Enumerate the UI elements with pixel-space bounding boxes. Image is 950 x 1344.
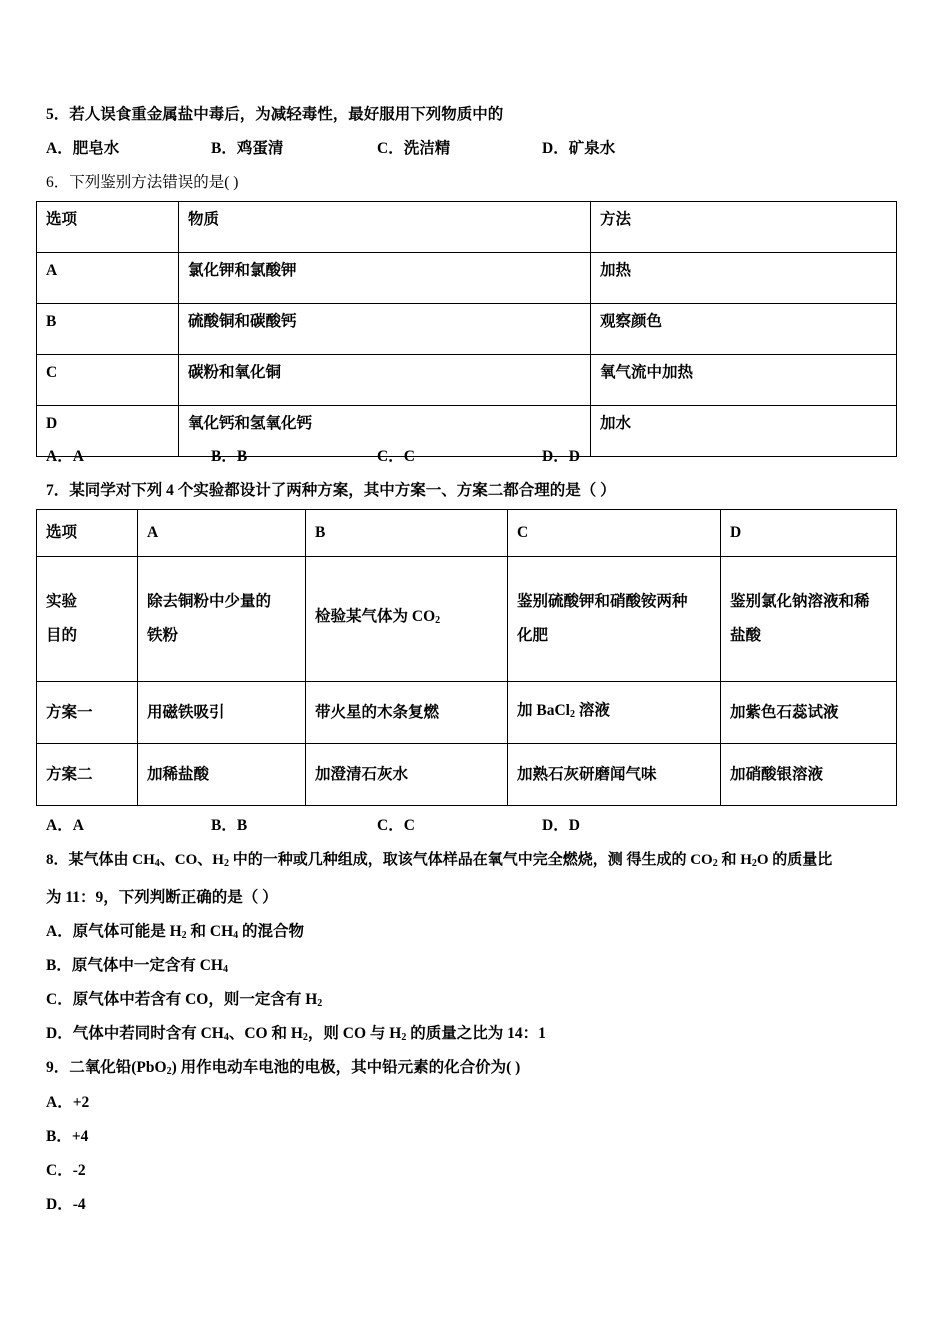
q8-sub: 4 bbox=[233, 930, 239, 941]
q8-sub: 2 bbox=[751, 858, 757, 869]
purpose-label-cell bbox=[37, 557, 138, 682]
q8-stem-line2: 为 11：9，下列判断正确的是（ ） bbox=[46, 889, 278, 906]
q7-option-b: B．B bbox=[211, 817, 248, 834]
q8-text: 和 H bbox=[717, 852, 752, 868]
q8-text: 的混合物 bbox=[238, 923, 305, 940]
q9-option-c: C．-2 bbox=[46, 1162, 86, 1179]
table-cell bbox=[721, 557, 897, 682]
table-cell: 带火星的木条复燃 bbox=[306, 682, 508, 744]
table-cell: 氧化钙和氢氧化钙 bbox=[179, 406, 591, 457]
q6-option-d: D．D bbox=[542, 448, 580, 465]
table-header-row bbox=[37, 510, 897, 557]
q7-option-d: D．D bbox=[542, 817, 580, 834]
table-cell: 加水 bbox=[591, 406, 897, 457]
q7-option-c: C．C bbox=[377, 817, 415, 834]
header-cell: A bbox=[138, 510, 306, 557]
table-cell: 硫酸铜和碳酸钙 bbox=[179, 304, 591, 355]
table-header-row bbox=[37, 202, 897, 253]
purpose-b-subscript: 2 bbox=[435, 615, 441, 626]
q5-option-a: A．肥皂水 bbox=[46, 140, 120, 157]
table-row bbox=[37, 253, 897, 304]
purpose-c-line2: 化肥 bbox=[517, 627, 549, 644]
q8-sub: 2 bbox=[181, 930, 187, 941]
header-cell: 选项 bbox=[37, 510, 138, 557]
purpose-a-line1: 除去铜粉中少量的 bbox=[147, 593, 272, 610]
table-cell: 氯化钾和氯酸钾 bbox=[179, 253, 591, 304]
table-cell: 方案二 bbox=[37, 744, 138, 806]
q7-option-a: A．A bbox=[46, 817, 84, 834]
q8-text: C．原气体中若含有 CO，则一定含有 H bbox=[46, 991, 318, 1008]
q9-stem bbox=[46, 1055, 520, 1077]
q5-option-b: B．鸡蛋清 bbox=[211, 140, 284, 157]
q8-sub: 2 bbox=[223, 858, 229, 869]
q8-sub: 2 bbox=[302, 1032, 308, 1043]
q8-sub: 4 bbox=[223, 1032, 229, 1043]
table-cell bbox=[508, 682, 721, 744]
purpose-d-line1: 鉴别氯化钠溶液和稀 bbox=[730, 593, 870, 610]
q8-text: 的质量之比为 14：1 bbox=[406, 1025, 546, 1042]
q6-table bbox=[36, 201, 897, 457]
q8-sub: 2 bbox=[712, 858, 718, 869]
purpose-b-text: 检验某气体为 CO bbox=[315, 608, 436, 625]
q8-text: 、CO 和 H bbox=[228, 1025, 303, 1042]
table-cell: 加硝酸银溶液 bbox=[721, 744, 897, 806]
table-cell: 加热 bbox=[591, 253, 897, 304]
table-cell bbox=[508, 557, 721, 682]
table-cell: 氧气流中加热 bbox=[591, 355, 897, 406]
q8-text: ，则 CO 与 H bbox=[307, 1025, 402, 1042]
table-row bbox=[37, 406, 897, 457]
table-row bbox=[37, 304, 897, 355]
q8-text: A．原气体可能是 H bbox=[46, 923, 182, 940]
table-row bbox=[37, 355, 897, 406]
purpose-label-line1: 实验 bbox=[46, 593, 78, 610]
table-cell: 观察颜色 bbox=[591, 304, 897, 355]
q9-sub: 2 bbox=[166, 1066, 172, 1077]
q8-option-b bbox=[46, 953, 228, 975]
q5-option-d: D．矿泉水 bbox=[542, 140, 616, 157]
plan1-c-subscript: 2 bbox=[569, 708, 575, 720]
q7-stem: 7．某同学对下列 4 个实验都设计了两种方案，其中方案一、方案二都合理的是（ ） bbox=[46, 482, 616, 499]
table-cell: 加澄清石灰水 bbox=[306, 744, 508, 806]
q8-sub: 4 bbox=[154, 858, 160, 869]
q9-text: ) 用作电动车电池的电极，其中铅元素的化合价为( ) bbox=[171, 1059, 521, 1076]
q6-stem: 6．下列鉴别方法错误的是( ) bbox=[46, 174, 239, 191]
q8-text: B．原气体中一定含有 CH bbox=[46, 957, 223, 974]
header-cell: D bbox=[721, 510, 897, 557]
q6-option-a: A．A bbox=[46, 448, 84, 465]
header-cell: 物质 bbox=[179, 202, 591, 253]
table-cell: C bbox=[37, 355, 179, 406]
q8-option-c bbox=[46, 987, 322, 1009]
table-cell: 碳粉和氧化铜 bbox=[179, 355, 591, 406]
q8-text: 中的一种或几种组成，取该气体样品在氧气中完全燃烧，测 得生成的 CO bbox=[228, 852, 713, 868]
q8-text: 8．某气体由 CH bbox=[46, 852, 155, 868]
q7-table bbox=[36, 509, 897, 806]
q8-text: D．气体中若同时含有 CH bbox=[46, 1025, 224, 1042]
header-cell: 方法 bbox=[591, 202, 897, 253]
q8-option-d bbox=[46, 1021, 546, 1043]
table-cell: 加紫色石蕊试液 bbox=[721, 682, 897, 744]
q5-stem: 5．若人误食重金属盐中毒后，为减轻毒性，最好服用下列物质中的 bbox=[46, 106, 504, 123]
purpose-a-line2: 铁粉 bbox=[147, 627, 179, 644]
table-row bbox=[37, 744, 897, 806]
q8-sub: 2 bbox=[317, 998, 323, 1009]
q8-text: O 的质量比 bbox=[756, 852, 833, 868]
q8-option-a bbox=[46, 919, 304, 941]
q8-sub: 4 bbox=[222, 964, 228, 975]
header-cell: C bbox=[508, 510, 721, 557]
table-cell: 用磁铁吸引 bbox=[138, 682, 306, 744]
q6-option-b: B．B bbox=[211, 448, 248, 465]
q8-stem-line1 bbox=[46, 848, 832, 869]
q9-option-a: A．+2 bbox=[46, 1094, 90, 1111]
q9-option-d: D．-4 bbox=[46, 1196, 86, 1213]
header-cell: B bbox=[306, 510, 508, 557]
header-cell: 选项 bbox=[37, 202, 179, 253]
table-cell: 加熟石灰研磨闻气味 bbox=[508, 744, 721, 806]
q6-option-c: C．C bbox=[377, 448, 415, 465]
table-cell: 加稀盐酸 bbox=[138, 744, 306, 806]
q5-option-c: C．洗洁精 bbox=[377, 140, 451, 157]
q9-option-b: B．+4 bbox=[46, 1128, 89, 1145]
table-cell: 方案一 bbox=[37, 682, 138, 744]
table-cell bbox=[138, 557, 306, 682]
table-cell bbox=[306, 557, 508, 682]
table-row bbox=[37, 682, 897, 744]
table-cell: D bbox=[37, 406, 179, 457]
table-cell: A bbox=[37, 253, 179, 304]
q8-text: 、CO、H bbox=[159, 852, 224, 868]
q8-sub: 2 bbox=[401, 1032, 407, 1043]
plan1-c-pre: 加 BaCl bbox=[517, 701, 570, 719]
plan1-c-post: 溶液 bbox=[574, 701, 610, 719]
q9-text: 9．二氧化铅(PbO bbox=[46, 1059, 167, 1076]
table-cell: B bbox=[37, 304, 179, 355]
purpose-c-line1: 鉴别硫酸钾和硝酸铵两种 bbox=[517, 593, 688, 610]
q8-text: 和 CH bbox=[186, 923, 234, 940]
table-row bbox=[37, 557, 897, 682]
purpose-label-line2: 目的 bbox=[46, 627, 78, 644]
purpose-d-line2: 盐酸 bbox=[730, 627, 762, 644]
